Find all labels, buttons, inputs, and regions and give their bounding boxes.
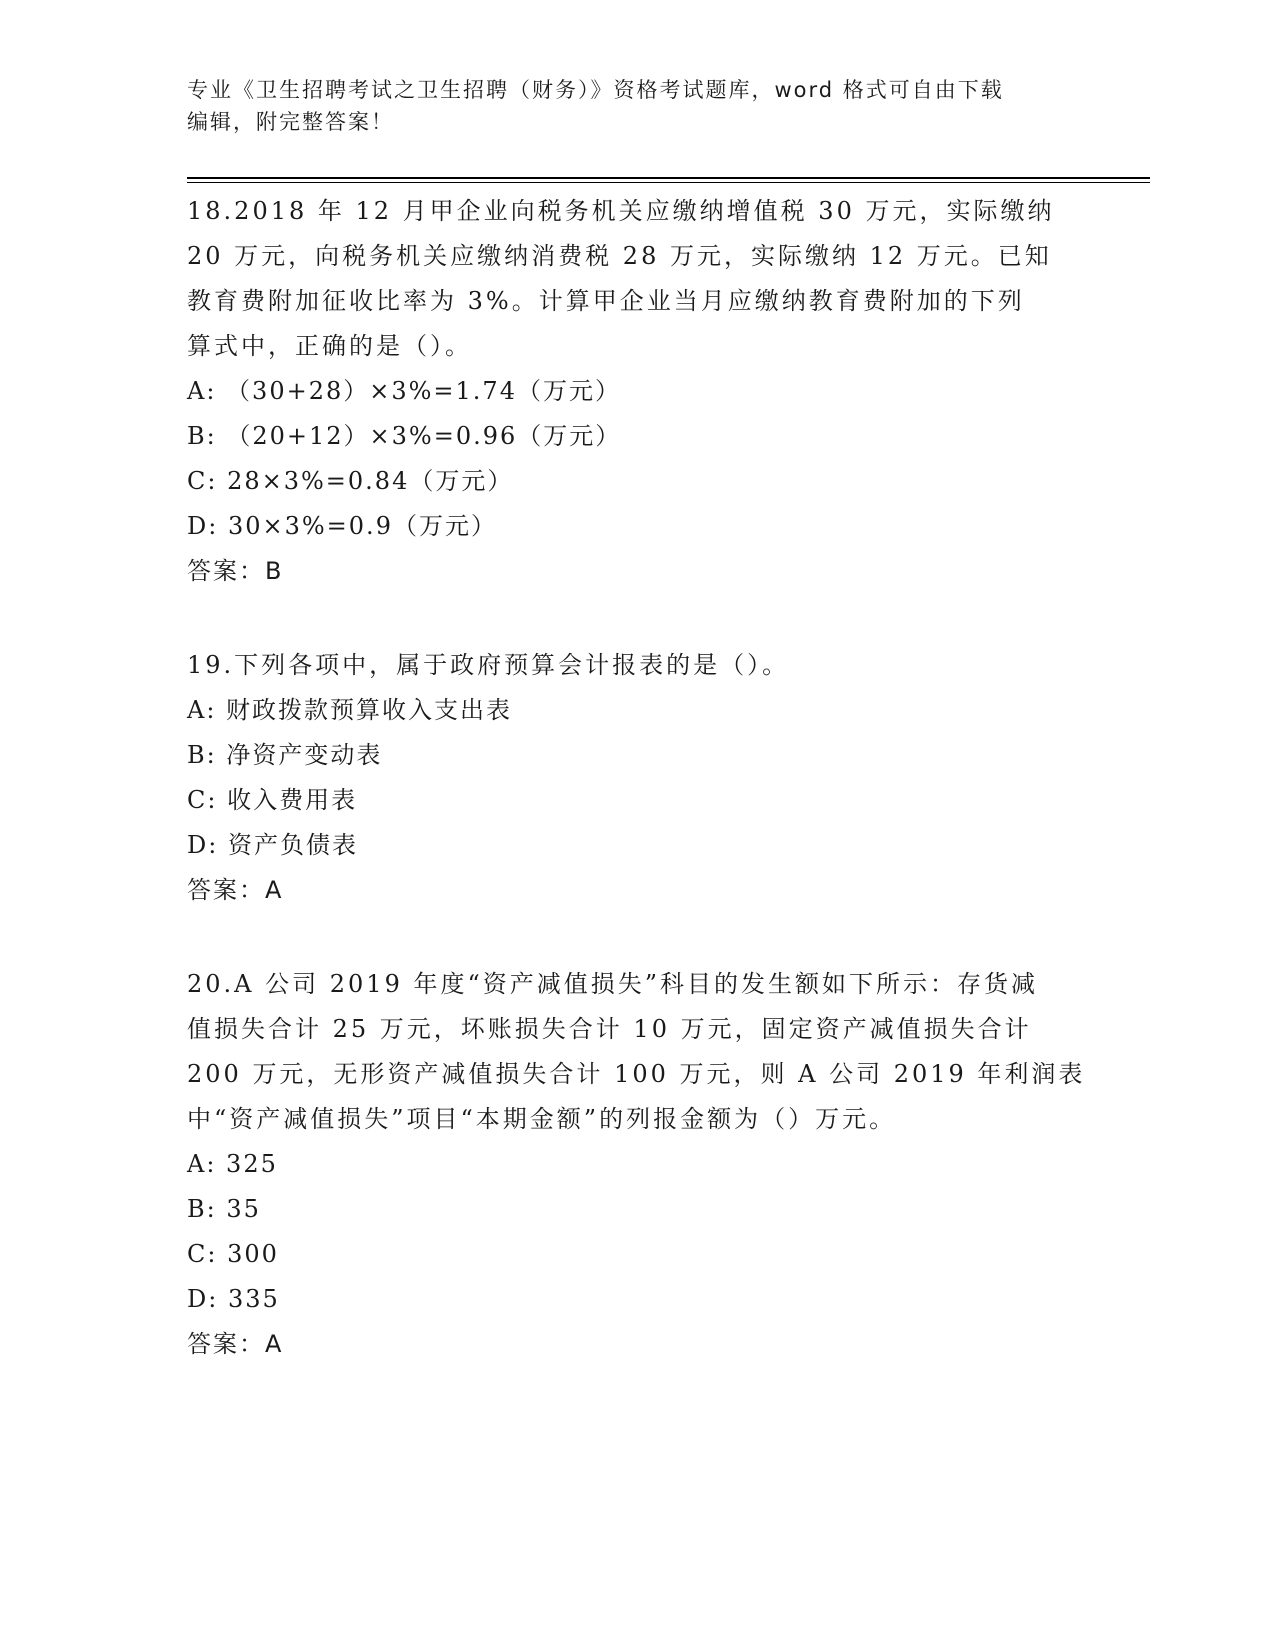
- answer-line: 答案：A: [187, 876, 284, 904]
- question-stem-line: 19.下列各项中，属于政府预算会计报表的是（）。: [187, 651, 790, 679]
- question-stem-line: 20.A 公司 2019 年度“资产减值损失”科目的发生额如下所示：存货减: [187, 970, 1039, 998]
- question-stem-line: 算式中，正确的是（）。: [187, 332, 472, 360]
- option-a: A: 财政拨款预算收入支出表: [187, 696, 513, 724]
- option-c: C: 28×3%=0.84（万元）: [187, 467, 514, 495]
- question-stem-line: 中“资产减值损失”项目“本期金额”的列报金额为（）万元。: [187, 1105, 897, 1133]
- option-a: A: 325: [187, 1150, 278, 1178]
- header-line-1: 专业《卫生招聘考试之卫生招聘（财务）》资格考试题库，word 格式可自由下载: [187, 78, 1004, 102]
- document-header: [187, 74, 1067, 138]
- question-stem-line: 200 万元，无形资产减值损失合计 100 万元，则 A 公司 2019 年利润表: [187, 1060, 1086, 1088]
- option-c: C: 300: [187, 1240, 279, 1268]
- option-d: D: 335: [187, 1285, 280, 1313]
- option-d: D: 资产负债表: [187, 831, 358, 859]
- question-stem-line: 教育费附加征收比率为 3%。计算甲企业当月应缴纳教育费附加的下列: [187, 287, 1025, 315]
- question-stem-line: 值损失合计 25 万元，坏账损失合计 10 万元，固定资产减值损失合计: [187, 1015, 1032, 1043]
- option-b: B: 净资产变动表: [187, 741, 383, 769]
- question-18: [187, 189, 1087, 594]
- question-20: [187, 962, 1087, 1367]
- option-b: B: （20+12）×3%=0.96（万元）: [187, 422, 622, 450]
- header-line-2: 编辑，附完整答案！: [187, 110, 394, 134]
- answer-line: 答案：B: [187, 557, 284, 585]
- option-a: A: （30+28）×3%=1.74（万元）: [187, 377, 621, 405]
- question-stem-line: 18.2018 年 12 月甲企业向税务机关应缴纳增值税 30 万元，实际缴纳: [187, 197, 1055, 225]
- question-stem-line: 20 万元，向税务机关应缴纳消费税 28 万元，实际缴纳 12 万元。已知: [187, 242, 1052, 270]
- header-divider-thin: [187, 182, 1150, 183]
- option-d: D: 30×3%=0.9（万元）: [187, 512, 497, 540]
- question-19: [187, 643, 1087, 913]
- option-b: B: 35: [187, 1195, 261, 1223]
- header-divider-thick: [187, 177, 1150, 179]
- option-c: C: 收入费用表: [187, 786, 358, 814]
- answer-line: 答案：A: [187, 1330, 284, 1358]
